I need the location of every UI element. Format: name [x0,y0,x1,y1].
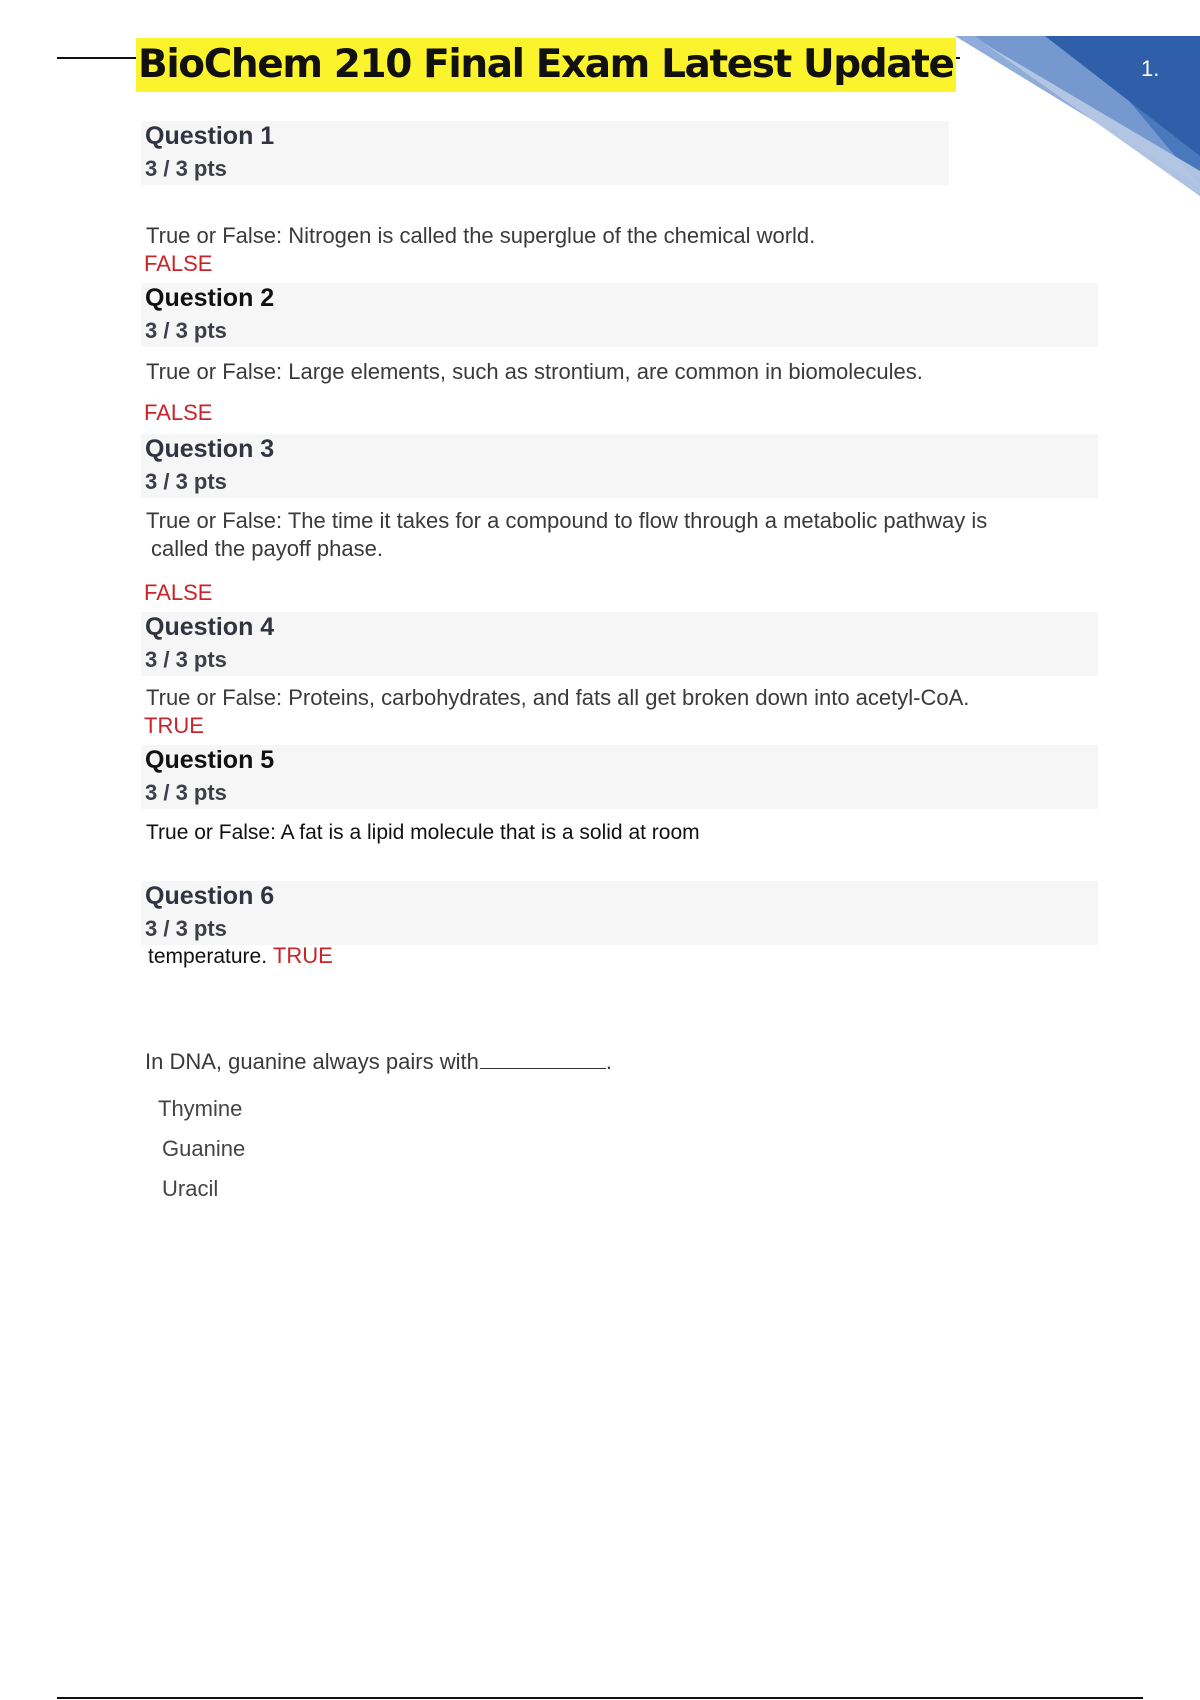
page-number: 1. [1141,56,1160,81]
question-4-points: 3 / 3 pts [145,647,227,672]
question-6-points: 3 / 3 pts [145,916,227,941]
question-2-header [141,283,1098,347]
question-2-text: True or False: Large elements, such as strontium, are common in biomolecules. [146,359,923,384]
question-3-header [141,434,1098,498]
question-6-option-1[interactable]: Thymine [158,1096,243,1121]
question-4-answer: TRUE [144,713,204,738]
question-6-header [141,881,1098,945]
question-5-text-continued: temperature. [148,945,268,968]
question-1-title: Question 1 [145,122,275,150]
question-3-text-line2: called the payoff phase. [151,536,383,561]
question-1-points: 3 / 3 pts [145,156,227,181]
question-5-answer: TRUE [272,943,333,968]
question-6-text-end: . [605,1049,612,1074]
question-5-text-line1: True or False: A fat is a lipid molecule that is a solid at room [146,821,700,844]
question-6-text [145,1048,612,1076]
question-3-text-line1: True or False: The time it takes for a compound to flow through a metabolic pathway is [146,508,988,533]
question-6-text-start: In DNA, guanine always pairs with [145,1049,479,1074]
question-2-answer: FALSE [144,400,213,425]
question-4-title: Question 4 [145,613,275,641]
question-4-text: True or False: Proteins, carbohydrates, and fats all get broken down into acetyl-CoA. [146,685,970,710]
question-6-title: Question 6 [145,882,275,910]
header-rule-left [57,57,139,59]
question-6-option-2[interactable]: Guanine [162,1136,246,1161]
question-5-title: Question 5 [145,746,275,774]
question-1-answer: FALSE [144,251,213,276]
question-6-option-3[interactable]: Uracil [162,1176,219,1201]
question-5-points: 3 / 3 pts [145,780,227,805]
question-4-header [141,612,1098,676]
footer-rule [57,1697,1143,1699]
question-5-text-line2 [148,942,333,971]
question-5-header [141,745,1098,809]
question-2-title: Question 2 [145,284,275,312]
question-3-answer: FALSE [144,580,213,605]
question-3-points: 3 / 3 pts [145,469,227,494]
question-2-points: 3 / 3 pts [145,318,227,343]
question-1-text: True or False: Nitrogen is called the superglue of the chemical world. [146,223,816,248]
corner-decoration [955,36,1200,196]
question-6-blank [480,1048,606,1069]
question-3-title: Question 3 [145,435,275,463]
document-title: BioChem 210 Final Exam Latest Update [136,38,956,92]
